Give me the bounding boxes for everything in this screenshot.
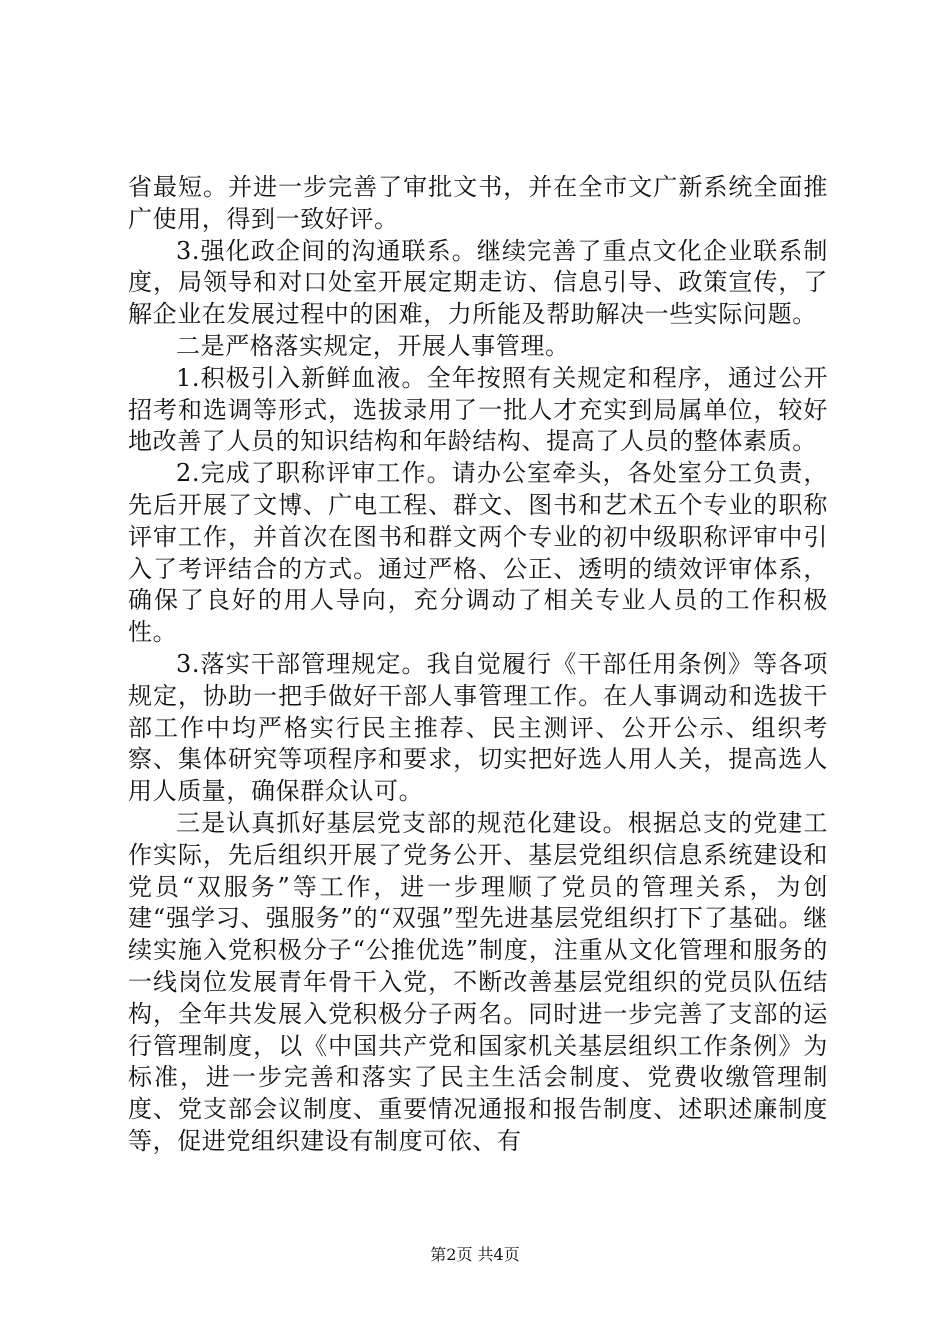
- page-number-footer: 第2页 共4页: [430, 1245, 520, 1264]
- paragraph-section-two-heading: 二是严格落实规定，开展人事管理。: [176, 331, 570, 360]
- paragraph-item-3-cadre-management: 3.落实干部管理规定。我自觉履行《干部任用条例》等各项规定，协助一把手做好干部人事管理工作。在人事调动和选拔干部工作中均严格实行民主推荐、民主测评、公开公示、组织考察、集体研究等项程序和要求，切实把好选人用人关，提高选人用人质量，确保群众认可。: [128, 649, 828, 806]
- paragraph-continuation: 省最短。并进一步完善了审批文书，并在全市文广新系统全面推广使用，得到一致好评。: [128, 173, 828, 233]
- paragraph-item-2-title-review: 2.完成了职称评审工作。请办公室牵头，各处室分工负责，先后开展了文博、广电工程、群文、图书和艺术五个专业的职称评审工作，并首次在图书和群文两个专业的初中级职称评审中引入了考评结合的方式。通过严格、公正、透明的绩效评审体系，确保了良好的用人导向，充分调动了相关专业人员的工作积极性。: [128, 459, 828, 647]
- document-body: [128, 172, 828, 1158]
- paragraph-item-1-new-talent: 1.积极引入新鲜血液。全年按照有关规定和程序，通过公开招考和选调等形式，选拔录用了一批人才充实到局属单位，较好地改善了人员的知识结构和年龄结构、提高了人员的整体素质。: [128, 363, 828, 456]
- paragraph-section-three-party-building: 三是认真抓好基层党支部的规范化建设。根据总支的党建工作实际，先后组织开展了党务公开、基层党组织信息系统建设和党员“双服务”等工作，进一步理顺了党员的管理关系，为创建“强学习、强服务”的“双强”型先进基层党组织打下了基础。继续实施入党积极分子“公推优选”制度，注重从文化管理和服务的一线岗位发展青年骨干入党，不断改善基层党组织的党员队伍结构，全年共发展入党积极分子两名。同时进一步完善了支部的运行管理制度，以《中国共产党和国家机关基层组织工作条例》为标准，进一步完善和落实了民主生活会制度、党费收缴管理制度、党支部会议制度、重要情况通报和报告制度、述职述廉制度等，促进党组织建设有制度可依、有: [128, 808, 828, 1155]
- paragraph-item-3-communication: 3.强化政企间的沟通联系。继续完善了重点文化企业联系制度，局领导和对口处室开展定期走访、信息引导、政策宣传，了解企业在发展过程中的困难，力所能及帮助解决一些实际问题。: [128, 236, 828, 329]
